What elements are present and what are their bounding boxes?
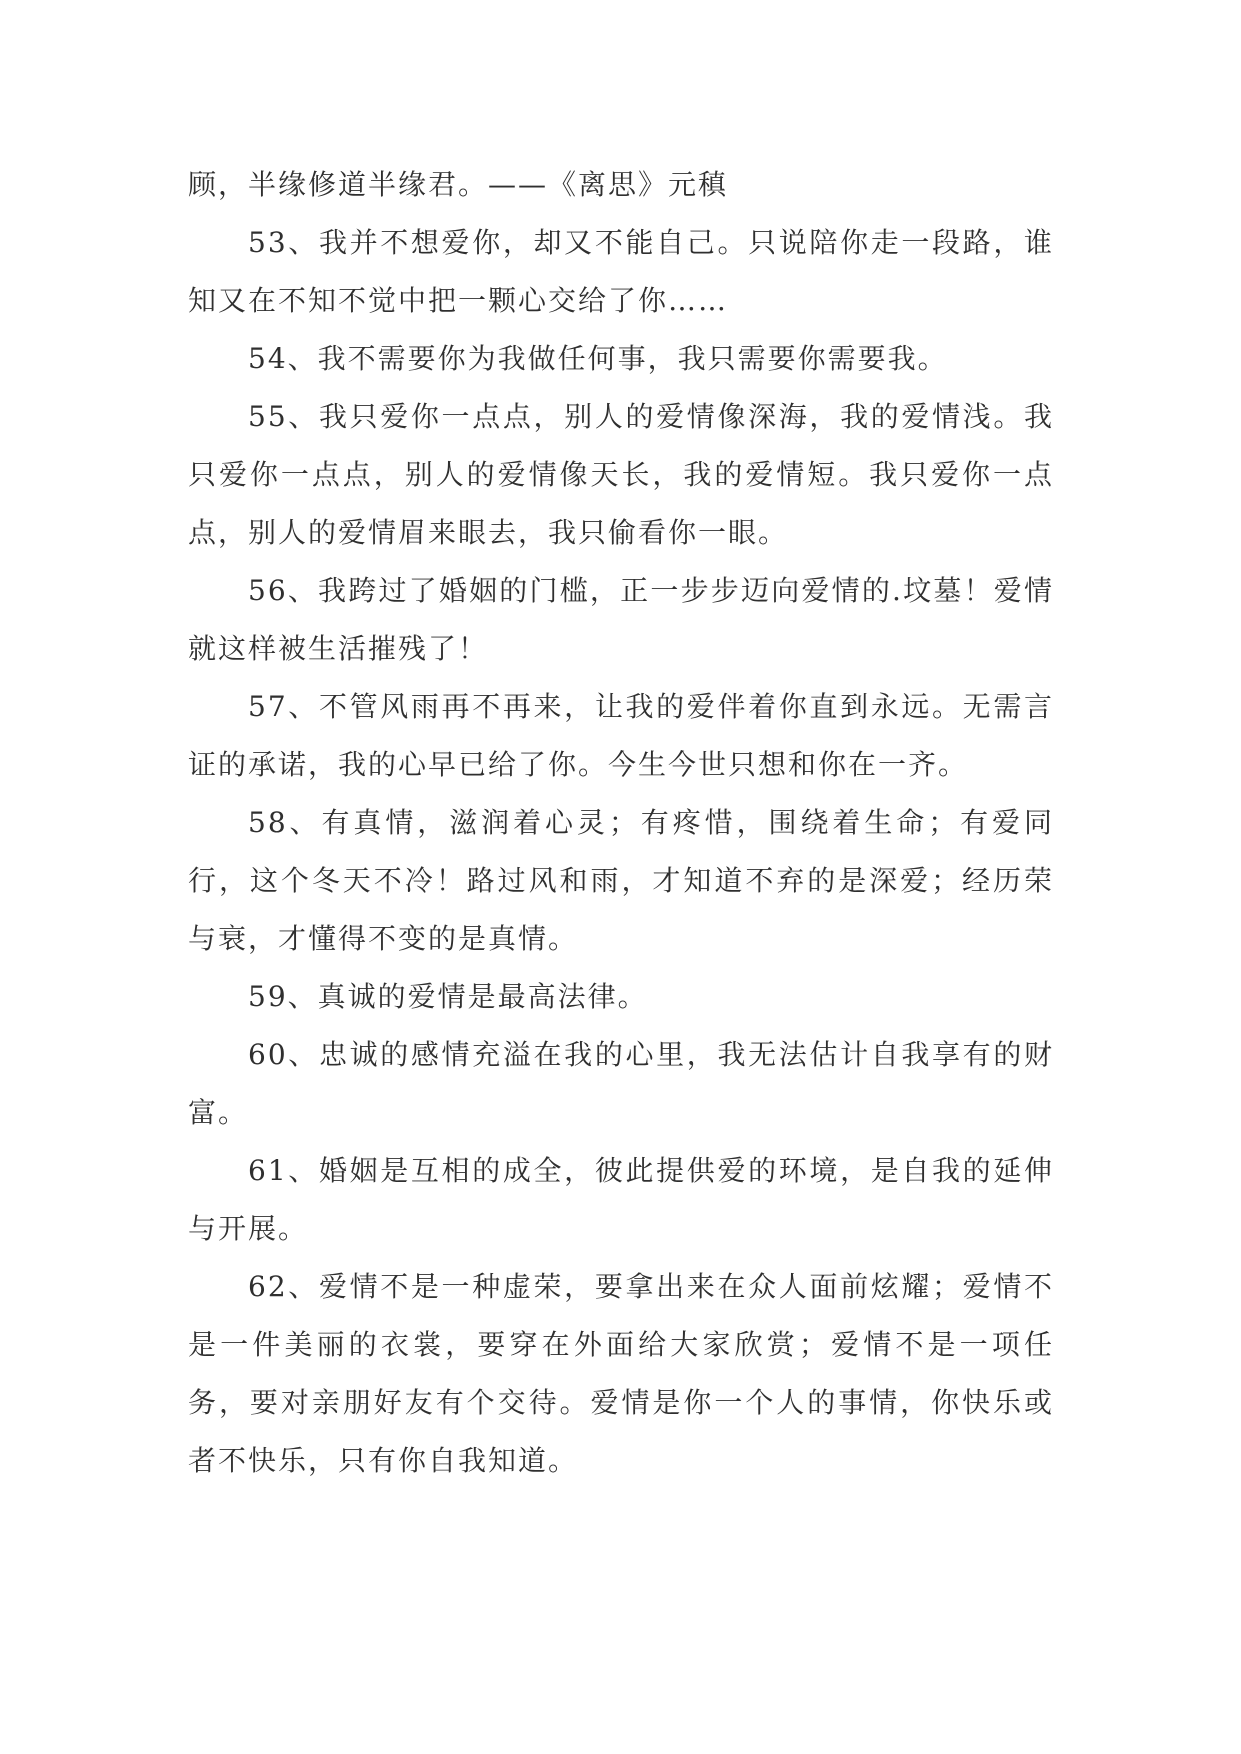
document-body [188,156,1054,1490]
paragraph-continuation: 顾，半缘修道半缘君。——《离思》元稹 [188,168,729,201]
paragraph-58: 58、有真情，滋润着心灵；有疼惜，围绕着生命；有爱同行，这个冬天不冷！路过风和雨，才知道不弃的是深爱；经历荣与衰，才懂得不变的是真情。 [188,806,1054,955]
paragraph-62: 62、爱情不是一种虚荣，要拿出来在众人面前炫耀；爱情不是一件美丽的衣裳，要穿在外面给大家欣赏；爱情不是一项任务，要对亲朋好友有个交待。爱情是你一个人的事情，你快乐或者不快乐，只有你自我知道。 [188,1270,1054,1477]
paragraph-61: 61、婚姻是互相的成全，彼此提供爱的环境，是自我的延伸与开展。 [188,1154,1054,1245]
paragraph-60: 60、忠诚的感情充溢在我的心里，我无法估计自我享有的财富。 [188,1038,1054,1129]
paragraph-59: 59、真诚的爱情是最高法律。 [248,980,648,1013]
paragraph-53: 53、我并不想爱你，却又不能自己。只说陪你走一段路，谁知又在不知不觉中把一颗心交给了你…… [188,226,1054,317]
paragraph-56: 56、我跨过了婚姻的门槛，正一步步迈向爱情的.坟墓！爱情就这样被生活摧残了！ [188,574,1054,665]
paragraph-54: 54、我不需要你为我做任何事，我只需要你需要我。 [248,342,948,375]
paragraph-55: 55、我只爱你一点点，别人的爱情像深海，我的爱情浅。我只爱你一点点，别人的爱情像天长，我的爱情短。我只爱你一点点，别人的爱情眉来眼去，我只偷看你一眼。 [188,400,1054,549]
paragraph-57: 57、不管风雨再不再来，让我的爱伴着你直到永远。无需言证的承诺，我的心早已给了你。今生今世只想和你在一齐。 [188,690,1054,781]
